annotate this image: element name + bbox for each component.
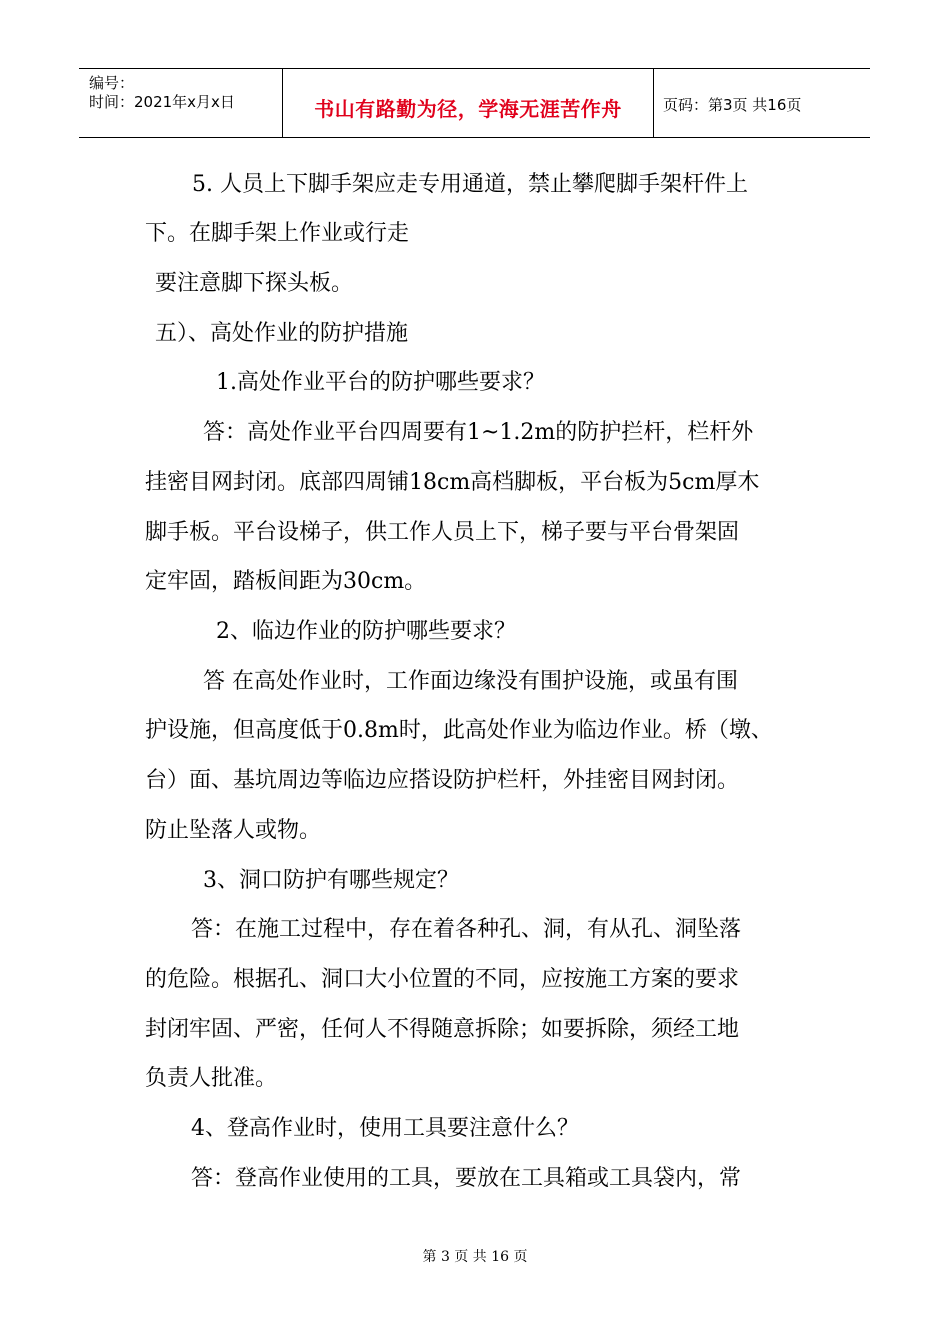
- page-footer: 第 3 页 共 16 页: [422, 1249, 528, 1265]
- question-heading: 1.高处作业平台的防护哪些要求？: [216, 370, 545, 395]
- body-line: 挂密目网封闭。底部四周铺18cm高档脚板，平台板为5cm厚木: [145, 470, 760, 495]
- body-line: 定牢固，踏板间距为30cm。: [145, 569, 427, 594]
- body-line: 要注意脚下探头板。: [155, 271, 354, 296]
- question-heading: 4、登高作业时，使用工具要注意什么？: [191, 1116, 579, 1141]
- body-line: 护设施，但高度低于0.8m时，此高处作业为临边作业。桥（墩、: [145, 718, 773, 743]
- header-info-cell: [79, 69, 283, 137]
- body-line: 脚手板。平台设梯子，供工作人员上下，梯子要与平台骨架固: [145, 520, 740, 545]
- body-line: 答：高处作业平台四周要有1~1.2m的防护拦杆，栏杆外: [203, 420, 754, 445]
- header-page-cell: [654, 69, 870, 137]
- header-page-info: 页码：第3页 共16页: [663, 96, 802, 114]
- body-line: 5. 人员上下脚手架应走专用通道，禁止攀爬脚手架杆件上: [192, 172, 748, 197]
- body-line: 的危险。根据孔、洞口大小位置的不同，应按施工方案的要求: [145, 967, 740, 992]
- body-line: 答：登高作业使用的工具，要放在工具箱或工具袋内，常: [191, 1166, 742, 1191]
- body-line: 下。在脚手架上作业或行走: [145, 221, 410, 246]
- document-number-label: 编号：: [89, 74, 135, 92]
- header-motto-cell: [283, 69, 654, 137]
- page-header: [79, 68, 870, 138]
- body-line: 答：在施工过程中，存在着各种孔、洞，有从孔、洞坠落: [191, 917, 742, 942]
- body-line: 封闭牢固、严密，任何人不得随意拆除；如要拆除，须经工地: [145, 1017, 740, 1042]
- body-line: 防止坠落人或物。: [145, 818, 322, 843]
- question-heading: 2、临边作业的防护哪些要求？: [216, 619, 516, 644]
- body-line: 答 在高处作业时，工作面边缘没有围护设施，或虽有围: [203, 669, 738, 694]
- section-heading: 五）、高处作业的防护措施: [155, 321, 409, 346]
- body-line: 台）面、基坑周边等临边应搭设防护栏杆，外挂密目网封闭。: [145, 768, 740, 793]
- question-heading: 3、洞口防护有哪些规定？: [203, 868, 459, 893]
- document-time-label: 时间：2021年x月x日: [89, 93, 235, 111]
- header-motto: 书山有路勤为径，学海无涯苦作舟: [314, 97, 622, 121]
- body-line: 负责人批准。: [145, 1066, 278, 1091]
